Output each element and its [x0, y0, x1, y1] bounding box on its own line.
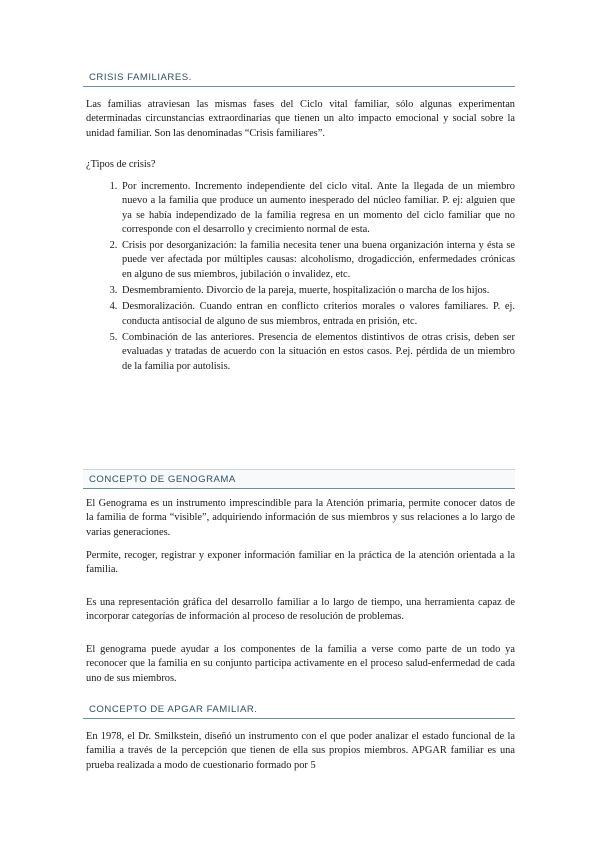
heading-text: CONCEPTO DE APGAR FAMILIAR. [89, 704, 258, 715]
list-item: 3. Desmembramiento. Divorcio de la pareja, muerte, hospitalización o marcha de los hijos. [120, 284, 515, 298]
section-heading-apgar [83, 704, 515, 719]
section-heading-genograma [83, 469, 515, 489]
apgar-paragraph: En 1978, el Dr. Smilkstein, diseñó un instrumento con el que poder analizar el estado funcional de la familia a través de la percepción que tienen de ella sus propios miembros. APGAR familiar es una prueba realizada a modo de cuestionario formado por 5 [86, 731, 515, 771]
crisis-types-question: ¿Tipos de crisis? [86, 159, 156, 170]
genograma-paragraph-1: El Genograma es un instrumento imprescindible para la Atención primaria, permite conocer datos de la familia de forma “visible”, adquiriendo información de sus miembros y sus relaciones a lo largo de varias generaciones. [86, 498, 515, 538]
genograma-paragraph-2: Permite, recoger, registrar y exponer información familiar en la práctica de la atención orientada a la familia. [86, 550, 515, 576]
heading-text: CRISIS FAMILIARES. [89, 72, 192, 83]
section-heading-crisis [83, 72, 515, 87]
list-item: 5. Combinación de las anteriores. Presencia de elementos distintivos de otras crisis, deben ser evaluadas y tratadas de acuerdo con la situación en estos casos. P.ej. pérdida de un miembro de la familia por autolisis. [120, 331, 515, 374]
list-item: 1. Por incremento. Incremento independiente del ciclo vital. Ante la llegada de un miembro nuevo a la familia que produce un aumento inesperado del núcleo familiar. P. ej: alguien que ya se había independizado de la familia regresa en un momento del ciclo familiar que no corresponde con el desarrollo y crecimiento normal de esta. [120, 180, 515, 237]
crisis-intro-paragraph: Las familias atraviesan las mismas fases del Ciclo vital familiar, sólo algunas experimentan determinadas circunstancias extraordinarias que tienen un alto impacto emocional y social sobre la unidad familiar. Son las denominadas “Crisis familiares”. [86, 99, 515, 139]
genograma-paragraph-4: El genograma puede ayudar a los componentes de la familia a verse como parte de un todo ya reconocer que la familia en su conjunto participa activamente en el proceso salud-enfermedad de cada uno de sus miembros. [86, 644, 515, 684]
list-item: 4. Desmoralización. Cuando entran en conflicto criterios morales o valores familiares. P. ej. conducta antisocial de alguno de sus miembros, entrada en prisión, etc. [120, 300, 515, 329]
list-item: 2. Crisis por desorganización: la familia necesita tener una buena organización interna y ésta se puede ver afectada por múltiples causas: alcoholismo, drogadicción, enfermedades crónicas en alguno de sus miembros, jubilación o invalidez, etc. [120, 239, 515, 282]
crisis-types-list [86, 180, 515, 376]
heading-text: CONCEPTO DE GENOGRAMA [89, 474, 236, 485]
genograma-paragraph-3: Es una representación gráfica del desarrollo familiar a lo largo de tiempo, una herramienta capaz de incorporar categorías de información al proceso de resolución de problemas. [86, 597, 515, 623]
